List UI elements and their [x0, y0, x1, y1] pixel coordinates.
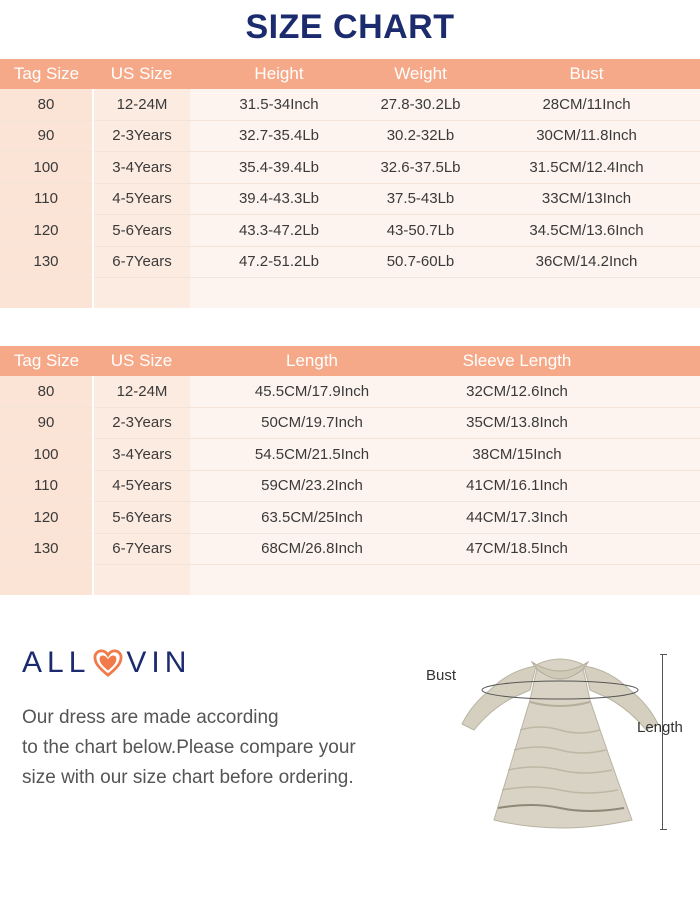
column-header: Height	[190, 59, 368, 89]
description-text	[22, 703, 412, 793]
table-cell: 54.5CM/21.5Inch	[190, 439, 434, 471]
column-header: Sleeve Length	[434, 346, 600, 376]
table-cell: 32.7-35.4Lb	[190, 120, 368, 152]
table-cell: 110	[0, 183, 93, 215]
table-row	[0, 120, 700, 152]
bust-label: Bust	[426, 667, 457, 684]
table-cell: 120	[0, 215, 93, 247]
table-row	[0, 215, 700, 247]
size-chart-table-1	[0, 59, 700, 308]
brand-logo	[22, 646, 191, 680]
table-cell: 80	[0, 376, 93, 407]
column-header-empty	[600, 346, 700, 376]
table-cell: 59CM/23.2Inch	[190, 470, 434, 502]
size-chart-table-2	[0, 346, 700, 595]
brand-logo-text-left: ALL	[22, 646, 91, 679]
table-cell: 130	[0, 246, 93, 278]
table-row-empty	[0, 565, 700, 596]
table-cell	[600, 470, 700, 502]
table-cell-empty	[0, 278, 93, 309]
table-cell: 80	[0, 89, 93, 120]
table-cell: 63.5CM/25Inch	[190, 502, 434, 534]
table-cell: 110	[0, 470, 93, 502]
table-cell: 30.2-32Lb	[368, 120, 473, 152]
table-cell: 35.4-39.4Lb	[190, 152, 368, 184]
table-cell: 12-24M	[93, 376, 190, 407]
table-cell-empty	[0, 565, 93, 596]
table-row	[0, 502, 700, 534]
description-line: size with our size chart before ordering.	[22, 767, 354, 788]
table-cell-empty	[473, 278, 700, 309]
table-cell-empty	[434, 565, 600, 596]
table-cell-empty	[190, 278, 368, 309]
column-header: Bust	[473, 59, 700, 89]
table-cell: 39.4-43.3Lb	[190, 183, 368, 215]
table-cell: 120	[0, 502, 93, 534]
table-cell: 30CM/11.8Inch	[473, 120, 700, 152]
table-header-row	[0, 59, 700, 89]
table-row	[0, 470, 700, 502]
table-cell: 130	[0, 533, 93, 565]
heart-icon	[93, 649, 123, 677]
table-cell: 3-4Years	[93, 439, 190, 471]
table-cell: 100	[0, 152, 93, 184]
table-cell: 50CM/19.7Inch	[190, 407, 434, 439]
table-cell: 50.7-60Lb	[368, 246, 473, 278]
table-cell: 31.5-34Inch	[190, 89, 368, 120]
table-cell: 36CM/14.2Inch	[473, 246, 700, 278]
table-cell: 47CM/18.5Inch	[434, 533, 600, 565]
table-row	[0, 439, 700, 471]
table-cell: 43.3-47.2Lb	[190, 215, 368, 247]
table-cell: 37.5-43Lb	[368, 183, 473, 215]
table-cell: 2-3Years	[93, 407, 190, 439]
table-cell-empty	[600, 565, 700, 596]
table-row-empty	[0, 278, 700, 309]
table-cell: 35CM/13.8Inch	[434, 407, 600, 439]
table-cell	[600, 533, 700, 565]
table-cell	[600, 502, 700, 534]
table-cell: 100	[0, 439, 93, 471]
table-row	[0, 183, 700, 215]
table-cell-empty	[368, 278, 473, 309]
column-header: Weight	[368, 59, 473, 89]
description-line: Our dress are made according	[22, 707, 279, 728]
table-cell	[600, 376, 700, 407]
table-cell: 68CM/26.8Inch	[190, 533, 434, 565]
table-cell: 27.8-30.2Lb	[368, 89, 473, 120]
table-row	[0, 89, 700, 120]
table-cell: 43-50.7Lb	[368, 215, 473, 247]
length-ruler	[660, 654, 666, 830]
table-cell-empty	[93, 565, 190, 596]
table-cell: 38CM/15Inch	[434, 439, 600, 471]
table-cell: 6-7Years	[93, 533, 190, 565]
table-cell: 5-6Years	[93, 215, 190, 247]
table-cell: 3-4Years	[93, 152, 190, 184]
table-cell: 28CM/11Inch	[473, 89, 700, 120]
column-header: US Size	[93, 59, 190, 89]
page-title: SIZE CHART	[245, 8, 455, 46]
table-cell: 4-5Years	[93, 470, 190, 502]
dress-illustration	[450, 640, 670, 840]
table-cell: 47.2-51.2Lb	[190, 246, 368, 278]
table-cell: 44CM/17.3Inch	[434, 502, 600, 534]
table-row	[0, 407, 700, 439]
column-header: Length	[190, 346, 434, 376]
table-cell: 32CM/12.6Inch	[434, 376, 600, 407]
length-label: Length	[637, 719, 683, 736]
table-cell-empty	[93, 278, 190, 309]
table-cell: 45.5CM/17.9Inch	[190, 376, 434, 407]
column-header: US Size	[93, 346, 190, 376]
table-cell	[600, 439, 700, 471]
table-cell: 41CM/16.1Inch	[434, 470, 600, 502]
brand-logo-text-right: VIN	[126, 646, 192, 679]
table-cell: 12-24M	[93, 89, 190, 120]
table-cell: 90	[0, 120, 93, 152]
table-row	[0, 533, 700, 565]
table-cell: 5-6Years	[93, 502, 190, 534]
table-row	[0, 152, 700, 184]
column-header: Tag Size	[0, 59, 93, 89]
table-cell: 31.5CM/12.4Inch	[473, 152, 700, 184]
table-cell: 90	[0, 407, 93, 439]
description-line: to the chart below.Please compare your	[22, 737, 356, 758]
table-cell: 6-7Years	[93, 246, 190, 278]
table-cell: 33CM/13Inch	[473, 183, 700, 215]
table-cell: 2-3Years	[93, 120, 190, 152]
table-cell-empty	[190, 565, 434, 596]
table-header-row	[0, 346, 700, 376]
table-cell	[600, 407, 700, 439]
table-row	[0, 376, 700, 407]
table-row	[0, 246, 700, 278]
dress-figure	[420, 640, 700, 840]
table-cell: 4-5Years	[93, 183, 190, 215]
table-cell: 34.5CM/13.6Inch	[473, 215, 700, 247]
column-header: Tag Size	[0, 346, 93, 376]
table-cell: 32.6-37.5Lb	[368, 152, 473, 184]
